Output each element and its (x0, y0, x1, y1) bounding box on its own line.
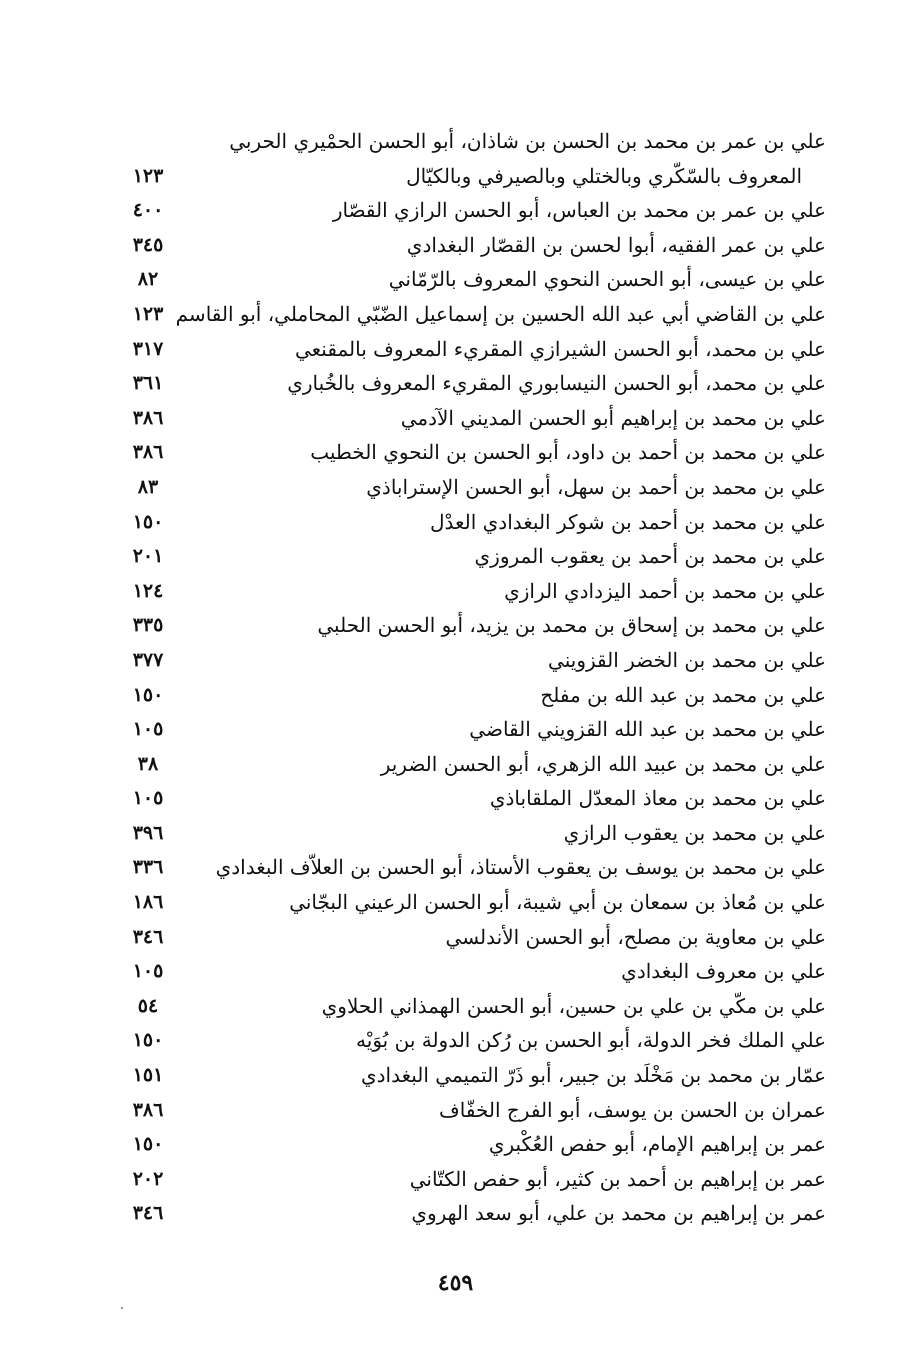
entry-page-number: ٣٦١ (132, 372, 164, 395)
entry-name: علي بن محمد بن عبيد الله الزهري، أبو الحسن الضرير (380, 751, 826, 776)
entry-name: علي بن محمد بن إسحاق بن محمد بن يزيد، أبو الحسن الحلبي (317, 613, 826, 638)
entry-name: علي بن معروف البغدادي (621, 959, 826, 984)
index-entry (120, 505, 826, 540)
index-entry (120, 262, 826, 297)
entry-page-number: ٣٤٥ (132, 233, 164, 256)
entry-name: عمر بن إبراهيم بن أحمد بن كثير، أبو حفص الكتّاني (409, 1166, 826, 1191)
entry-name: علي بن عمر بن محمد بن العباس، أبو الحسن الرازي القصّار (332, 198, 826, 223)
index-entry (120, 954, 826, 989)
index-entry (120, 1023, 826, 1058)
entry-page-number: ٥٤ (137, 994, 159, 1017)
entry-name: علي بن عيسى، أبو الحسن النحوي المعروف بالرّمّاني (388, 267, 826, 292)
entry-name: علي بن محمد بن يعقوب الرازي (563, 820, 826, 845)
page-number: ٤٥٩ (437, 1270, 474, 1296)
entry-name: علي بن محمد بن أحمد اليزدادي الرازي (504, 578, 826, 603)
index-entry (120, 193, 826, 228)
index-entry (120, 712, 826, 747)
entry-name: علي بن مكّي بن علي بن حسين، أبو الحسن الهمذاني الحلاوي (321, 993, 826, 1018)
index-entry (120, 850, 826, 885)
index-entry (120, 885, 826, 920)
index-entry (120, 816, 826, 851)
entry-page-number: ٣٨ (137, 752, 159, 775)
index-entry (120, 1093, 826, 1128)
entry-page-number: ٣٣٦ (132, 856, 164, 879)
entry-page-number: ١٢٣ (132, 164, 164, 187)
entry-page-number: ٣١٧ (132, 337, 164, 360)
entry-page-number: ١٥٠ (132, 510, 164, 533)
entry-name: علي بن محمد، أبو الحسن النيسابوري المقريء المعروف بالخُباري (287, 371, 826, 396)
entry-name: علي بن مُعاذ بن سمعان بن أبي شيبة، أبو الحسن الرعيني البجّاني (289, 890, 826, 915)
index-entry (120, 781, 826, 816)
entry-page-number: ١٠٥ (132, 960, 164, 983)
entry-name: عمران بن الحسن بن يوسف، أبو الفرج الخفّاف (439, 1097, 826, 1122)
entry-name: علي بن محمد بن عبد الله بن مفلح (540, 682, 826, 707)
index-entry (120, 1162, 826, 1197)
entry-page-number: ٣٧٧ (132, 648, 164, 671)
index-entry (120, 124, 826, 159)
index-entry (120, 747, 826, 782)
entry-page-number: ٣٤٦ (132, 925, 164, 948)
entry-page-number: ٣٣٥ (132, 614, 164, 637)
index-entry (120, 989, 826, 1024)
entry-page-number: ١٥٠ (132, 1133, 164, 1156)
index-entry (120, 1127, 826, 1162)
index-entry (120, 297, 826, 332)
entry-name: علي بن محمد بن يوسف بن يعقوب الأستاذ، أبو الحسن بن العلاّف البغدادي (215, 855, 826, 880)
index-entry (120, 332, 826, 367)
entry-page-number: ١٥٠ (132, 683, 164, 706)
entry-page-number: ٢٠١ (132, 545, 164, 568)
entry-page-number: ٨٢ (137, 268, 159, 291)
entry-name: علي بن محمد بن أحمد بن شوكر البغدادي العدْل (429, 509, 826, 534)
entry-name: علي الملك فخر الدولة، أبو الحسن بن رُكن الدولة بن بُوَيْه (356, 1028, 826, 1053)
entry-name: علي بن معاوية بن مصلح، أبو الحسن الأندلسي (445, 924, 826, 949)
index-entry (120, 608, 826, 643)
index-entry (120, 539, 826, 574)
entry-page-number: ٣٩٦ (132, 821, 164, 844)
index-entry (120, 920, 826, 955)
entry-name: علي بن عمر بن محمد بن الحسن بن شاذان، أبو الحسن الحمْيري الحربي (229, 129, 826, 153)
entry-page-number: ٣٨٦ (132, 441, 164, 464)
entry-page-number: ٣٨٦ (132, 1098, 164, 1121)
print-speck (121, 1307, 123, 1309)
entry-page-number: ٣٤٦ (132, 1202, 164, 1225)
index-entry (120, 366, 826, 401)
entry-name: عمر بن إبراهيم الإمام، أبو حفص العُكْبري (488, 1132, 826, 1157)
index-entry (120, 435, 826, 470)
index-entry (120, 159, 826, 194)
entry-name: عمر بن إبراهيم بن محمد بن علي، أبو سعد الهروي (411, 1201, 826, 1226)
entry-name: علي بن محمد بن أحمد بن يعقوب المروزي (474, 544, 826, 569)
entry-page-number: ٢٠٢ (132, 1167, 164, 1190)
entry-name: علي بن القاضي أبي عبد الله الحسين بن إسماعيل الضّبّي المحاملي، أبو القاسم (175, 301, 826, 326)
entry-name: علي بن عمر الفقيه، أبوا لحسن بن القصّار البغدادي (406, 232, 826, 257)
index-entry (120, 643, 826, 678)
entry-page-number: ١٥٠ (132, 1029, 164, 1052)
entry-page-number: ١٢٣ (132, 302, 164, 325)
index-entries (120, 124, 826, 1231)
index-entry (120, 1058, 826, 1093)
entry-name: علي بن محمد بن عبد الله القزويني القاضي (469, 717, 826, 742)
entry-name: علي بن محمد بن أحمد بن سهل، أبو الحسن الإستراباذي (366, 474, 826, 499)
index-entry (120, 1196, 826, 1231)
entry-name: علي بن محمد بن إبراهيم أبو الحسن المديني الآدمي (400, 405, 826, 430)
entry-name: علي بن محمد، أبو الحسن الشيرازي المقريء المعروف بالمقنعي (294, 336, 826, 361)
entry-name: علي بن محمد بن الخضر القزويني (548, 647, 826, 672)
entry-name: المعروف بالسّكّري وبالختلي وبالصيرفي وبالكيّال (406, 163, 802, 188)
entry-page-number: ٤٠٠ (132, 199, 164, 222)
entry-page-number: ١٠٥ (132, 718, 164, 741)
index-entry (120, 470, 826, 505)
index-entry (120, 401, 826, 436)
entry-page-number: ١٢٤ (132, 579, 164, 602)
entry-page-number: ٣٨٦ (132, 406, 164, 429)
entry-name: عمّار بن محمد بن مَخْلَد بن جبير، أبو ذَرّ التميمي البغدادي (360, 1063, 826, 1088)
index-entry (120, 228, 826, 263)
index-entry (120, 678, 826, 713)
entry-name: علي بن محمد بن معاذ المعدّل الملقاباذي (489, 786, 826, 811)
entry-page-number: ٨٣ (137, 475, 159, 498)
index-entry (120, 574, 826, 609)
entry-page-number: ١٨٦ (132, 891, 164, 914)
entry-page-number: ١٠٥ (132, 787, 164, 810)
entry-page-number: ١٥١ (132, 1064, 164, 1087)
entry-name: علي بن محمد بن أحمد بن داود، أبو الحسن بن النحوي الخطيب (310, 440, 826, 465)
